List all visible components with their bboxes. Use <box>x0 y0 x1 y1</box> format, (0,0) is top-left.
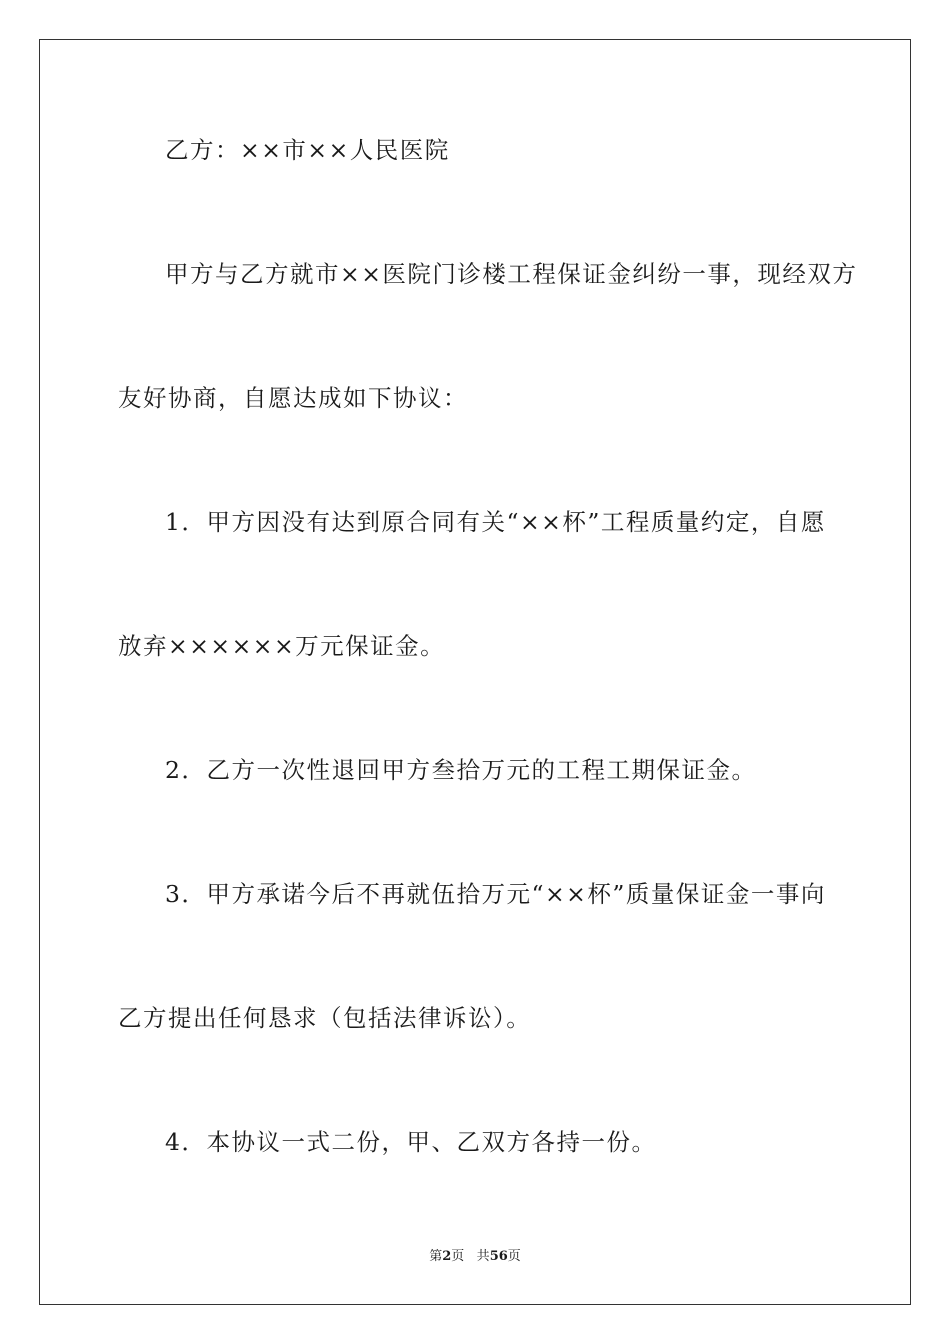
intro-paragraph-line-1: 甲方与乙方就市××医院门诊楼工程保证金纠纷一事，现经双方 <box>165 260 858 288</box>
page-footer <box>0 1248 950 1266</box>
clause-1-line-2: 放弃××××××万元保证金。 <box>118 632 446 660</box>
page-total: 56 <box>489 1249 508 1264</box>
clause-2-line: 2．乙方一次性退回甲方叁拾万元的工程工期保证金。 <box>165 756 757 784</box>
page-suffix: 页 <box>451 1249 465 1264</box>
total-suffix: 页 <box>507 1249 521 1264</box>
clause-1-line-1: 1．甲方因没有达到原合同有关“××杯”工程质量约定，自愿 <box>165 508 826 536</box>
total-prefix: 共 <box>476 1249 490 1264</box>
intro-paragraph-line-2: 友好协商，自愿达成如下协议： <box>118 384 468 412</box>
party-b-line: 乙方：××市××人民医院 <box>165 136 450 164</box>
page-prefix: 第 <box>429 1249 443 1264</box>
clause-3-line-2: 乙方提出任何恳求（包括法律诉讼）。 <box>118 1004 532 1032</box>
clause-3-line-1: 3．甲方承诺今后不再就伍拾万元“××杯”质量保证金一事向 <box>165 880 826 908</box>
page-border <box>39 39 911 1305</box>
page-current: 2 <box>442 1249 452 1264</box>
clause-4-line: 4．本协议一式二份，甲、乙双方各持一份。 <box>165 1128 657 1156</box>
